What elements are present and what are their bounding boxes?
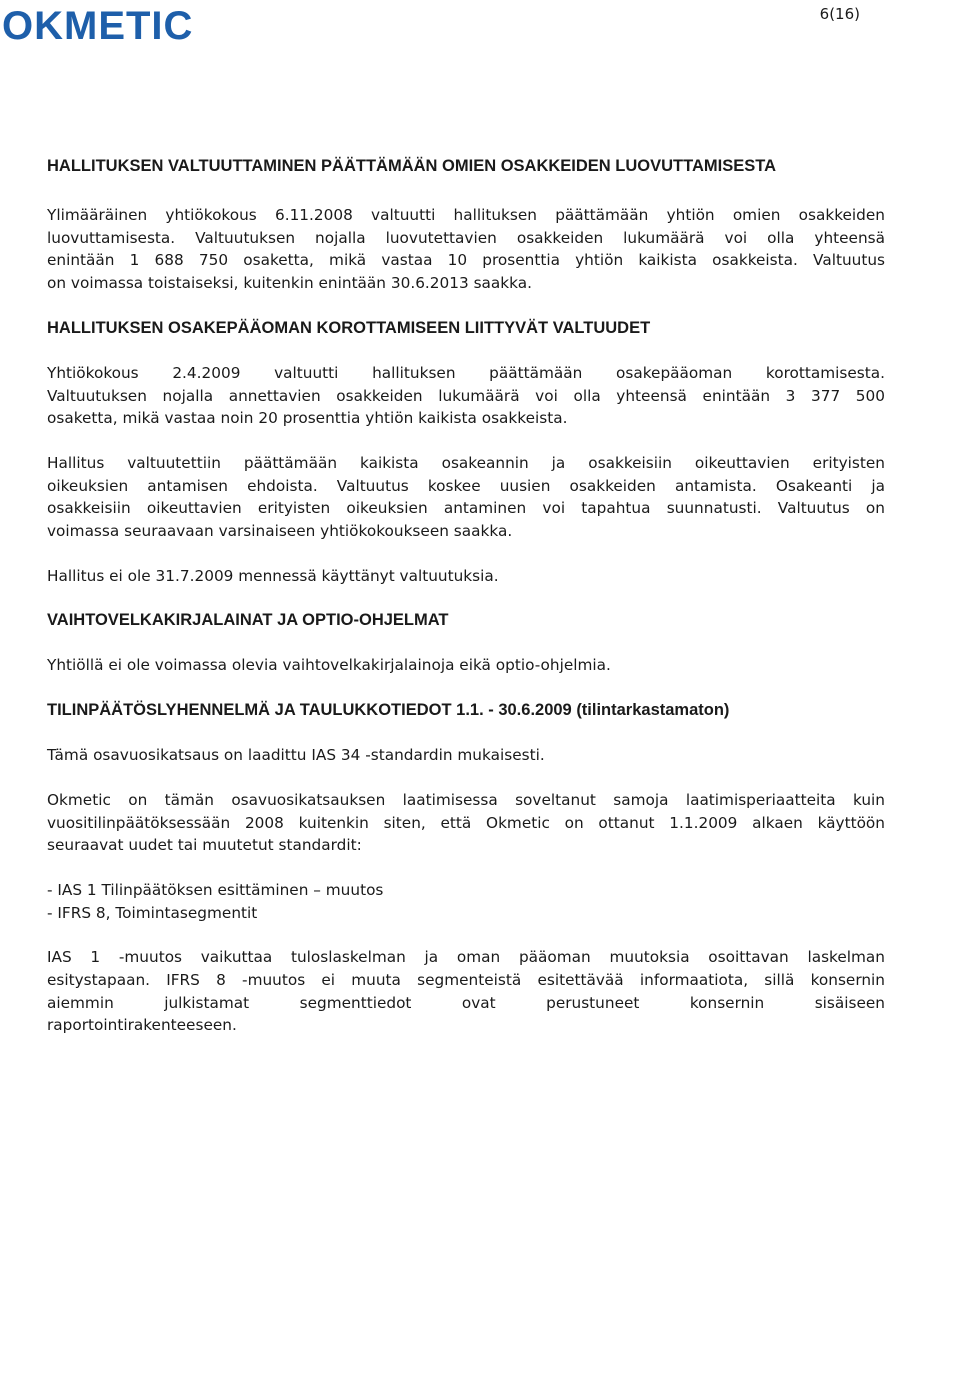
text-line: Ylimääräinen yhtiökokous 6.11.2008 valtuutti hallituksen päättämään yhtiön omien osakkeiden	[47, 206, 885, 224]
heading-treasury-shares: HALLITUKSEN VALTUUTTAMINEN PÄÄTTÄMÄÄN OMIEN OSAKKEIDEN LUOVUTTAMISESTA	[47, 157, 777, 175]
paragraph-treasury-shares	[47, 204, 885, 295]
text-line: raportointirakenteeseen.	[47, 1016, 237, 1035]
text-line: Okmetic on tämän osavuosikatsauksen laatimisessa soveltanut samoja laatimisperiaatteita kuin	[47, 790, 885, 809]
text-line: voimassa seuraavaan varsinaiseen yhtiökokoukseen saakka.	[47, 522, 513, 541]
text-line: oikeuksien antamisen ehdoista. Valtuutus koskee uusien osakkeiden antamista. Osakeanti ja	[47, 476, 885, 495]
text-line: Yhtiökokous 2.4.2009 valtuutti hallituksen päättämään osakepääoman korottamisesta.	[47, 363, 885, 382]
text-line: osakkeisiin oikeuttavien erityisten oikeuksien antaminen voi tapahtua suunnatusti. Valtuutus on	[47, 499, 885, 518]
heading-convertible-loans: VAIHTOVELKAKIRJALAINAT JA OPTIO-OHJELMAT	[47, 611, 449, 630]
okmetic-logo: OKMETIC	[2, 4, 194, 48]
list-item: - IAS 1 Tilinpäätöksen esittäminen – muutos	[47, 880, 384, 899]
heading-share-capital-authorizations: HALLITUKSEN OSAKEPÄÄOMAN KOROTTAMISEEN LIITTYVÄT VALTUUDET	[47, 318, 651, 337]
paragraph-share-capital-2	[47, 452, 885, 543]
document-body	[47, 155, 885, 1037]
text-line: esitystapaan. IFRS 8 -muutos ei muuta segmenteistä esitettävää informaatiota, sillä konsernin	[47, 971, 885, 990]
paragraph-accounting-principles	[47, 789, 885, 857]
page-number: 6(16)	[819, 5, 860, 23]
text-line: aiemmin julkistamat segmenttiedot ovat perustuneet konsernin sisäiseen	[47, 993, 885, 1012]
paragraph-share-capital-3: Hallitus ei ole 31.7.2009 mennessä käyttänyt valtuutuksia.	[47, 566, 499, 585]
heading-financial-statements: TILINPÄÄTÖSLYHENNELMÄ JA TAULUKKOTIEDOT 1.1. - 30.6.2009 (tilintarkastamaton)	[47, 701, 730, 720]
text-line: seuraavat uudet tai muutetut standardit:	[47, 836, 362, 855]
list-item: - IFRS 8, Toimintasegmentit	[47, 903, 258, 922]
text-line: osaketta, mikä vastaa noin 20 prosenttia yhtiön kaikista osakkeista.	[47, 409, 568, 428]
text-line: luovuttamisesta. Valtuutuksen nojalla luovutettavien osakkeiden lukumäärä voi olla yhteensä	[47, 228, 885, 247]
paragraph-ias34: Tämä osavuosikatsaus on laadittu IAS 34 -standardin mukaisesti.	[47, 746, 545, 765]
text-line: vuositilinpäätöksessään 2008 kuitenkin siten, että Okmetic on ottanut 1.1.2009 alkaen käyttöön	[47, 813, 885, 832]
paragraph-convertible-loans: Yhtiöllä ei ole voimassa olevia vaihtovelkakirjalainoja eikä optio-ohjelmia.	[47, 656, 611, 675]
paragraph-share-capital-1	[47, 362, 885, 430]
paragraph-ias1-ifrs8	[47, 946, 885, 1037]
text-line: on voimassa toistaiseksi, kuitenkin enintään 30.6.2013 saakka.	[47, 274, 532, 293]
text-line: Valtuutuksen nojalla annettavien osakkeiden lukumäärä voi olla yhteensä enintään 3 377 500	[47, 386, 885, 405]
text-line: IAS 1 -muutos vaikuttaa tuloslaskelman ja oman pääoman muutoksia osoittavan laskelman	[47, 948, 885, 967]
text-line: enintään 1 688 750 osaketta, mikä vastaa 10 prosenttia yhtiön kaikista osakkeista. Valtuutus	[47, 251, 885, 270]
text-line: Hallitus valtuutettiin päättämään kaikista osakeannin ja osakkeisiin oikeuttavien erityisten	[47, 453, 885, 472]
standards-list	[47, 879, 885, 924]
